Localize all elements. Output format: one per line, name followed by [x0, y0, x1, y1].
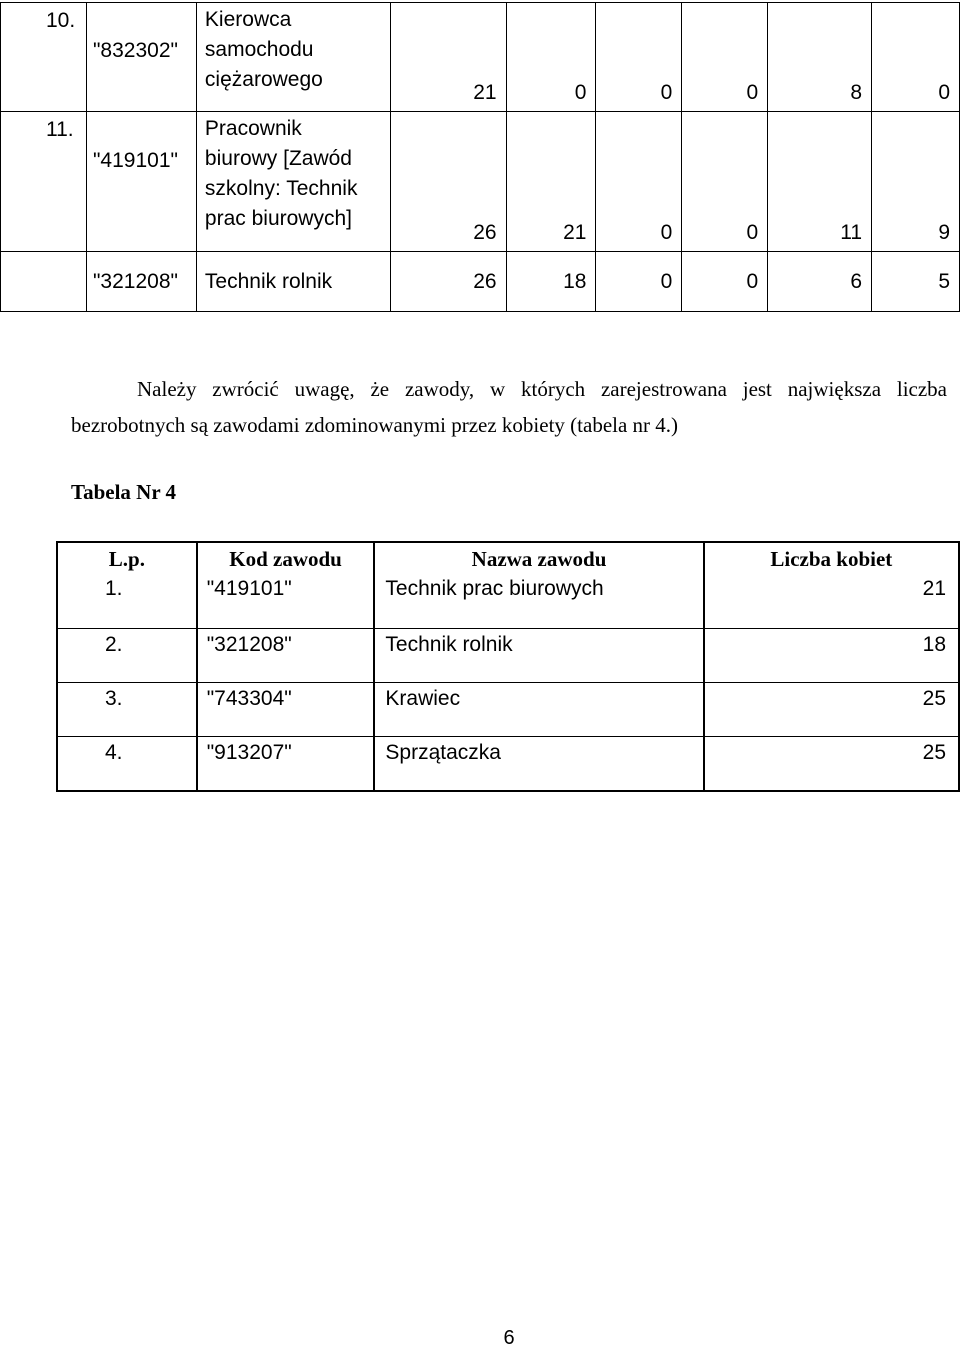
women-occupations-table — [56, 541, 960, 792]
occupation-code: "832302" — [86, 3, 196, 112]
table-row — [57, 737, 959, 792]
occupation-code: "743304" — [197, 683, 375, 737]
table-title: Tabela Nr 4 — [71, 480, 177, 504]
women-count: 21 — [704, 575, 959, 629]
value-cell: 0 — [506, 3, 596, 112]
occupation-code: "419101" — [86, 112, 196, 252]
value-cell: 21 — [390, 3, 506, 112]
table-row — [1, 3, 960, 112]
occupation-name: Sprzątaczka — [374, 737, 703, 792]
women-count: 18 — [704, 629, 959, 683]
row-number: 10. — [1, 3, 87, 112]
table-row — [57, 575, 959, 629]
occupation-name: Krawiec — [374, 683, 703, 737]
page-number: 6 — [503, 1327, 515, 1349]
value-cell: 0 — [682, 3, 768, 112]
value-cell: 6 — [768, 252, 872, 312]
value-cell: 18 — [506, 252, 596, 312]
table-row — [57, 629, 959, 683]
occupation-code: "321208" — [197, 629, 375, 683]
occupation-name: Kierowca samochodu ciężarowego — [196, 3, 390, 112]
value-cell: 0 — [682, 252, 768, 312]
occupation-name: Technik rolnik — [374, 629, 703, 683]
occupation-name: Technik prac biurowych — [374, 575, 703, 629]
value-cell: 0 — [596, 112, 682, 252]
value-cell: 21 — [506, 112, 596, 252]
value-cell: 26 — [390, 252, 506, 312]
value-cell: 9 — [872, 112, 960, 252]
body-paragraph: Należy zwrócić uwagę, że zawody, w których zarejestrowana jest największa liczba bezrobotnych są zawodami zdominowanymi przez kobiety (tabela nr 4.) — [71, 377, 947, 437]
header-lp: L.p. — [57, 542, 197, 575]
occupation-stats-table — [0, 2, 960, 312]
table-header-row — [57, 542, 959, 575]
header-name: Nazwa zawodu — [374, 542, 703, 575]
value-cell: 5 — [872, 252, 960, 312]
occupation-code: "419101" — [197, 575, 375, 629]
header-code: Kod zawodu — [197, 542, 375, 575]
row-number: 2. — [57, 629, 197, 683]
row-number: 1. — [57, 575, 197, 629]
occupation-name: Pracownik biurowy [Zawód szkolny: Technik prac biurowych] — [196, 112, 390, 252]
occupation-code: "321208" — [86, 252, 196, 312]
women-count: 25 — [704, 737, 959, 792]
row-number: 11. — [1, 112, 87, 252]
value-cell: 11 — [768, 112, 872, 252]
row-number: 4. — [57, 737, 197, 792]
header-count: Liczba kobiet — [704, 542, 959, 575]
row-number — [1, 252, 87, 312]
occupation-code: "913207" — [197, 737, 375, 792]
value-cell: 0 — [596, 252, 682, 312]
table-row — [1, 112, 960, 252]
occupation-name: Technik rolnik — [196, 252, 390, 312]
value-cell: 0 — [682, 112, 768, 252]
row-number: 3. — [57, 683, 197, 737]
women-count: 25 — [704, 683, 959, 737]
table-row — [1, 252, 960, 312]
value-cell: 0 — [596, 3, 682, 112]
table-row — [57, 683, 959, 737]
value-cell: 8 — [768, 3, 872, 112]
value-cell: 26 — [390, 112, 506, 252]
value-cell: 0 — [872, 3, 960, 112]
